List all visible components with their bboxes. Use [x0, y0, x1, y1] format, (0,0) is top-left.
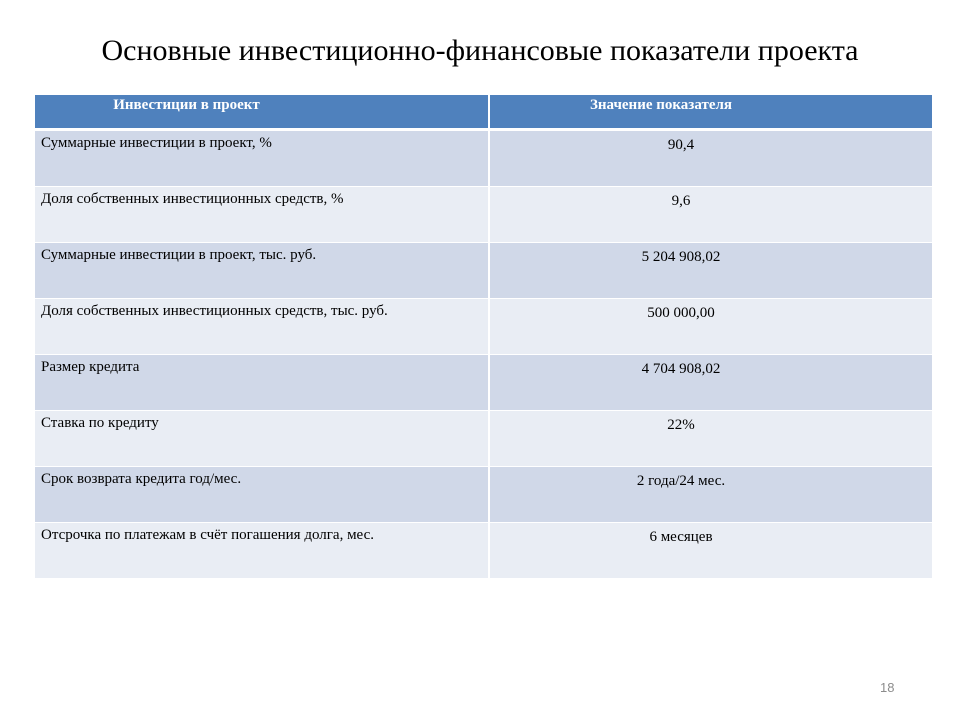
table-row	[35, 187, 933, 243]
indicators-table	[35, 95, 934, 579]
row-value-cell: 22%	[489, 411, 933, 467]
page-number: 18	[880, 680, 895, 695]
row-label-cell: Суммарные инвестиции в проект, %	[35, 130, 489, 187]
row-label-cell: Ставка по кредиту	[35, 411, 489, 467]
table-row	[35, 355, 933, 411]
row-value-cell: 5 204 908,02	[489, 243, 933, 299]
table-row	[35, 130, 933, 187]
table-row	[35, 411, 933, 467]
table-row	[35, 467, 933, 523]
row-value-cell: 2 года/24 мес.	[489, 467, 933, 523]
header-value: Значение показателя	[489, 95, 933, 130]
row-label-cell: Отсрочка по платежам в счёт погашения долга, мес.	[35, 523, 489, 579]
row-value-cell: 4 704 908,02	[489, 355, 933, 411]
table-row	[35, 299, 933, 355]
table-header-row	[35, 95, 933, 130]
row-label-cell: Размер кредита	[35, 355, 489, 411]
table-row	[35, 523, 933, 579]
row-label-cell: Доля собственных инвестиционных средств, %	[35, 187, 489, 243]
row-label-cell: Суммарные инвестиции в проект, тыс. руб.	[35, 243, 489, 299]
row-value-cell: 90,4	[489, 130, 933, 187]
row-value-cell: 6 месяцев	[489, 523, 933, 579]
slide-title: Основные инвестиционно-финансовые показатели проекта	[101, 34, 859, 67]
row-value-cell: 9,6	[489, 187, 933, 243]
header-investments: Инвестиции в проект	[35, 95, 489, 130]
indicators-table-container	[35, 95, 933, 579]
row-label-cell: Срок возврата кредита год/мес.	[35, 467, 489, 523]
row-label-cell: Доля собственных инвестиционных средств, тыс. руб.	[35, 299, 489, 355]
row-value-cell: 500 000,00	[489, 299, 933, 355]
table-row	[35, 243, 933, 299]
